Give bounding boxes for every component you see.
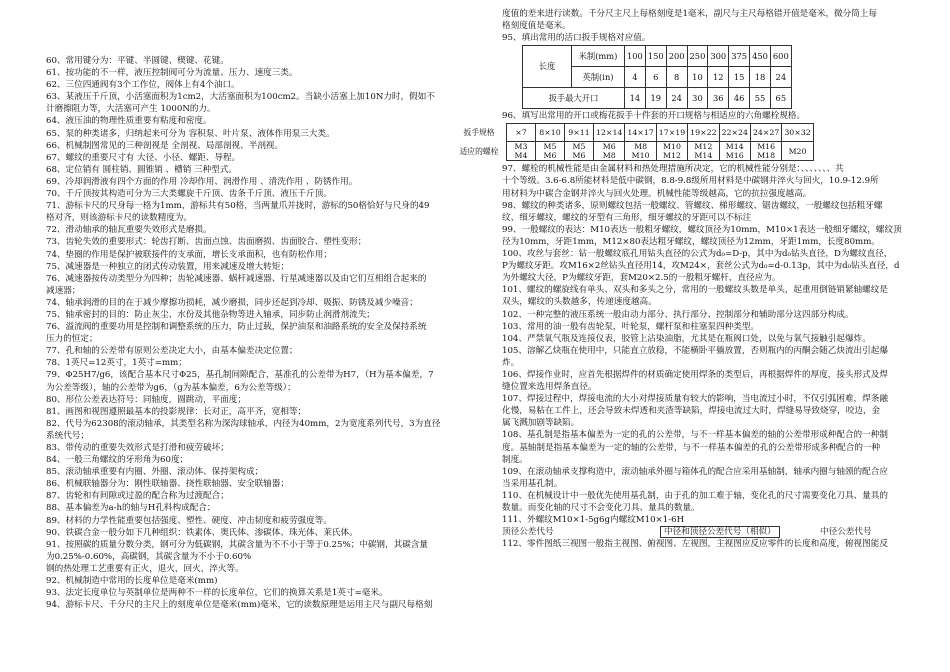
hex-spec-cell: ×7 [507, 124, 536, 142]
left-line: 66、机械制图常见的三种剖视是 全剖视、局部剖视、半剖视。 [46, 140, 284, 151]
wrench-imperial-cell: 12 [708, 67, 729, 88]
hex-spec-label: 扳手规格 [463, 128, 495, 138]
left-line: 85、滚动轴承重要有内圈、外圈、滚动体、保持架构成； [46, 467, 264, 478]
left-line: 钢的热处理工艺重要有正火，退火，回火，淬火等。 [46, 563, 244, 574]
hex-wrench-table [452, 123, 814, 161]
right-top-line: 度值的差来进行读数。千分尺主尺上每格刻度是1毫米，副尺与主尺每格错开值是毫米，微分筒上每 [502, 9, 878, 19]
right-bottom-line: 108、基孔制是指基本偏差为一定的孔的公差带，与不一样基本偏差的轴的公差带形成种配合的一种制 [502, 430, 888, 441]
right-bottom-line: P为螺纹牙距。攻M16×2丝钻头直径用14，攻M24×，套丝公式为d₀=d-0.13p，其中为d₀钻头直径，d [502, 261, 900, 272]
right-bottom-lines [502, 163, 930, 526]
wrench-imperial-cell: 10 [687, 67, 708, 88]
left-line: 计磨擦阻力等，大活塞可产生 1000N的力。 [46, 104, 216, 115]
right-bottom-line: 101、螺纹的螺旋线有单头、双头和多头之分，常用的一般螺纹头数是单头，起重用倒链销紧轴螺纹是 [502, 285, 888, 296]
right-bottom-line: 缝位置来选用焊条直径。 [502, 382, 597, 393]
left-line: 压力的恒定； [46, 334, 98, 345]
wrench-imperial-cell: 6 [645, 67, 666, 88]
wrench-opening-cell: 19 [645, 88, 666, 109]
left-line: 93、法定长度单位与英制单位是两种不一样的长度单位，它们的换算关系是1英寸=毫米。 [46, 588, 388, 599]
left-line: 88、基本偏差为a-h的轴与H孔料构成配合； [46, 503, 216, 514]
line-113: 112、零件图纸三视图一般指主视图、俯视图、左视图，主视图应反应零件的长度和高度，俯视图能反 [502, 539, 888, 550]
right-bottom-line: 105、溶解乙炔瓶在使用中，只能直立放稳，不能横卧平躺放置，否则瓶内的丙酮会随乙炔流出引起爆 [502, 345, 888, 356]
left-line: 89、材料的力学性能重要包括强度、塑性、硬度、冲击韧度和疲劳强度等。 [46, 515, 332, 526]
right-bottom-line: 纹、细牙螺纹，螺纹的牙型有三角形，细牙螺纹的牙距可以不标注 [502, 212, 752, 223]
wrench-metric-cell: 150 [645, 46, 666, 67]
left-line: 76、溢流阀的重要功用是控制和调整系统的压力，防止过载，保护油泵和油路系统的安全及保持系统 [46, 322, 427, 333]
right-bottom-line: 化慢，易粘在工件上，还会导致未焊透和夹渣等缺陷，焊接电流过大时，焊缝易导致烧穿，咬边，金 [502, 406, 881, 417]
wrench-opening-cell: 65 [770, 88, 791, 109]
hex-bolt-label: 适应的螺栓 [459, 146, 499, 156]
hex-bolt-cell: M6 M8 [594, 142, 625, 161]
pitch-top-tolerance-label: 中径和顶径公差代号（相似） [660, 526, 780, 538]
wrench-opening-cell: 46 [729, 88, 750, 109]
left-line: 74、轴承润滑的目的在于减少摩擦功损耗，减少磨损，同步还起到冷却、吸振、防锈及减少噪音； [46, 297, 418, 308]
left-line: 73、齿轮失效的重要形式：轮齿打断、齿面点蚀、齿面磨损、齿面胶合、塑性变形； [46, 237, 367, 248]
wrench-metric-cell: 375 [729, 46, 750, 67]
right-bottom-line: 度。基轴制是指基本偏差为一定的轴的公差带，与不一样基本偏差的孔的公差带形成多种配合的一种 [502, 442, 881, 453]
hex-bolt-cell: M5 M6 [565, 142, 594, 161]
left-line: 74、垫圈的作用是保护被联接件的支承面，增长支承面积，也有防松作用； [46, 249, 332, 260]
hex-spec-cell: 9×11 [565, 124, 594, 142]
wrench-imperial-cell: 18 [750, 67, 771, 88]
wrench-imperial-cell: 15 [729, 67, 750, 88]
hex-bolt-cell: M3 M4 [507, 142, 536, 161]
left-line: 70、千斤顶按其构造可分为三大类螺旋千斤顶、齿条千斤顶、液压千斤顶。 [46, 189, 332, 200]
left-line: 为公差等级），轴的公差带为g6，（g为基本偏差，6为公差等级）； [46, 382, 296, 393]
left-line: 91、按照碳的质量分数分类，钢可分为低碳钢，其碳含量为不不小于等于0.25%；中碳钢，其碳含量 [46, 539, 428, 550]
left-line: 75、减速器是一种独立的闭式传动装置，用来减速及增大转矩； [46, 261, 289, 272]
hex-spec-cell: 12×14 [594, 124, 625, 142]
wrench-opening-cell: 36 [708, 88, 729, 109]
right-bottom-line: 属飞溅加剧等缺陷。 [502, 418, 580, 429]
right-bottom-line: 当采用基孔制。 [502, 478, 563, 489]
left-line: 94、游标卡尺、千分尺的主尺上的刻度单位是毫米(mm)毫米，它的读数原理是运用主尺与副尺每格刻 [46, 600, 433, 611]
wrench-metric-cell: 450 [750, 46, 771, 67]
right-column [459, 8, 930, 550]
wrench-imperial-label: 英制(in) [572, 67, 625, 88]
left-line: 75、轴承密封的目的：防止灰尘、水份及其他杂物等进入轴承，同步防止润滑剂流失； [46, 309, 375, 320]
right-bottom-line: 为外螺纹大径，P为螺纹牙距，套M20×2.5的一般粗牙螺杆，直径应为。 [502, 273, 781, 284]
hex-bolt-cell: M12 M14 [688, 142, 719, 161]
hex-spec-cell: 14×17 [625, 124, 656, 142]
right-bottom-line: 十个等级。3.6-6.8所能材料是低中碳钢，8.8-9.8级所用材料是中碳钢并淬火与回火，10.9-12.9所 [502, 176, 879, 187]
left-line: 64、液压油的物理性质重要有粘度和密度。 [46, 116, 212, 127]
hex-bolt-cell: M10 M12 [656, 142, 687, 161]
hex-bolt-cell: M20 [782, 142, 813, 161]
left-line: 84、一般三角螺纹的牙形角为60度； [46, 455, 189, 466]
wrench-opening-cell: 30 [687, 88, 708, 109]
right-bottom-line: 双头，螺纹的头数越多，传递速度越高。 [502, 297, 657, 308]
left-line: 系统代号； [46, 430, 89, 441]
wrench-metric-label: 米制(mm) [572, 46, 625, 67]
left-line: 92、机械制造中常用的长度单位是毫米(mm) [46, 576, 218, 587]
wrench-metric-cell: 200 [666, 46, 687, 67]
left-line: 83、带传动的重要失效形式是打滑和疲劳破坏； [46, 443, 229, 453]
top-diameter-tolerance-label: 顶径公差代号 [502, 527, 554, 538]
wrench-imperial-cell: 4 [625, 67, 646, 88]
left-line: 81、画图和视图遵照最基本的投影规律：长对正，高平齐，宽相等； [46, 406, 307, 417]
hex-spec-cell: 22×24 [719, 124, 750, 142]
right-bottom-line: 103、常用的油一般有齿轮泵，叶轮泵，螺杆泵和柱塞泵四种类型。 [502, 321, 760, 332]
right-bottom-line: 97、螺栓的机械性能是由金属材料和热处理措施所决定，它的机械性能分别是：、、、、、、、共 [502, 164, 844, 175]
hex-spec-cell: 24×27 [750, 124, 781, 142]
wrench-metric-cell: 300 [708, 46, 729, 67]
hex-bolt-cell: M8 M10 [625, 142, 656, 161]
hex-spec-cell: 19×22 [688, 124, 719, 142]
wrench-length-label: 长度 [523, 46, 572, 88]
left-line: 87、齿轮和有间隙或过盈的配合称为过渡配合； [46, 491, 229, 502]
left-line: 80、形位公差表达符号：同轴度，圆跳动，平面度； [46, 394, 246, 405]
right-top-line: 95、填出常用的活口扳手规格对应值。 [502, 33, 651, 44]
left-line: 76、减速器按传动类型分为四种；齿轮减速器、蜗杆减速器、行星减速器以及由它们互相组合起来的 [46, 273, 427, 284]
left-line: 格对齐，则该游标卡尺的读数精度为。 [46, 213, 193, 224]
left-line: 78、1英尺=12英寸，1英寸=mm； [46, 358, 187, 369]
wrench-metric-cell: 100 [625, 46, 646, 67]
left-line: 86、机械联轴器分为：刚性联轴器、挠性联轴器、安全联轴器； [46, 479, 289, 490]
right-bottom-line: 98、螺纹的种类诸多，原则螺纹包括一般螺纹、管螺纹、梯形螺纹、锯齿螺纹，一般螺纹包括粗牙螺 [502, 200, 883, 211]
wrench-opening-label: 扳手最大开口 [523, 88, 625, 109]
right-top-lines [502, 8, 930, 44]
right-bottom-line: 109、在滚动轴承支撑构造中，滚动轴承外圈与箱体孔的配合应采用基轴制，轴承内圈与轴颈的配合应 [502, 466, 888, 477]
wrench-opening-cell: 14 [625, 88, 646, 109]
right-bottom-line: 用材料为中碳合金钢并淬火与回火处理。机械性能等级越高，它的抗拉强度越高。 [502, 188, 812, 199]
left-line: 减速器； [46, 285, 81, 296]
hex-bolt-cell: M16 M18 [750, 142, 781, 161]
hex-bolt-cell: M14 M16 [719, 142, 750, 161]
hex-spec-cell: 17×19 [656, 124, 687, 142]
hex-spec-cell: 30×32 [782, 124, 813, 142]
left-line: 77、孔和轴的公差带有原则公差决定大小，由基本偏差决定位置； [46, 346, 298, 357]
left-line: 82、代号为62308的滚动轴承，其类型名称为深沟球轴承，内径为40mm，2为宽度系列代号，3为直径 [46, 418, 441, 429]
right-bottom-line: 110、在机械设计中一般优先使用基孔制，由于孔的加工难于轴，变化孔的尺寸需要变化刀具、量具的 [502, 490, 888, 501]
hex-bolt-cell: M5 M6 [536, 142, 565, 161]
left-line: 65、泵的种类诸多，归纳起来可分为 容积泵、叶片泵、液体作用泵三大类。 [46, 128, 335, 139]
line-112-labels [502, 526, 930, 538]
right-bottom-line: 106、焊接作业时，应首先根据焊件的材质确定使用焊条的类型后，再根据焊件的厚度，接头形式及焊 [502, 369, 888, 380]
left-line: 71、游标卡尺的尺身每一格为1mm，游标共有50格，当两量爪并拢时，游标的50格恰好与尺身的49 [46, 201, 430, 212]
wrench-imperial-cell: 24 [770, 67, 791, 88]
left-line: 61、按功能的不一样，液压控制阀可分为流量、压力、速度三类。 [46, 68, 298, 79]
right-bottom-line: 107、焊接过程中，焊接电流的大小对焊接质量有较大的影响，当电流过小时，不仅引弧困难，焊条融 [502, 394, 888, 405]
left-line: 62、三位四通阀有3个工作位，阀体上有4个油口。 [46, 80, 240, 91]
right-bottom-line: 100、攻丝与套丝：钻一般螺纹底孔用钻头直径的公式为d₀=D-p，其中为d₀钻头直径，D为螺纹直径， [502, 249, 893, 260]
left-line: 68、定位销有 圆柱销、圆锥销 、槽销 三种型式。 [46, 164, 238, 175]
pitch-diameter-tolerance-label: 中径公差代号 [820, 527, 872, 538]
right-bottom-line: 102、一种完整的液压系统一般由动力部分、执行部分、控制部分和辅助部分这四部分构成。 [502, 309, 854, 320]
right-bottom-line: 99、一般螺纹的表达：M10表达一般粗牙螺纹，螺纹顶径为10mm，M10×1表达一般细牙螺纹，螺纹顶 [502, 224, 902, 235]
hex-table-intro: 96、填写出常用的开口或梅花扳手十件套的开口规格与相适应的六角螺栓规格。 [502, 111, 806, 122]
wrench-opening-cell: 55 [750, 88, 771, 109]
hex-spec-cell: 8×10 [536, 124, 565, 142]
left-line: 79、Φ25H7/g6，该配合基本尺寸Φ25，基孔制间隙配合，基准孔的公差带为H7，（H为基本偏差，7 [46, 370, 434, 381]
left-line: 69、冷却润滑液有四个方面的作用 冷却作用、润滑作用 、清洗作用 、防锈作用。 [46, 176, 358, 187]
left-line: 为0.25%-0.60%，高碳钢，其碳含量为不小于0.60% [46, 551, 252, 562]
wrench-opening-cell: 24 [666, 88, 687, 109]
left-line: 67、螺纹的重要尺寸有 大径、小径、螺距、导程。 [46, 152, 241, 163]
wrench-metric-cell: 600 [770, 46, 791, 67]
wrench-imperial-cell: 8 [666, 67, 687, 88]
left-line: 60、常用键分为：平键、半圆键、楔键、花键。 [46, 56, 229, 66]
right-bottom-line: 111、外螺纹M10×1-5g6g内螺纹M10×1-6H [502, 515, 685, 526]
left-column [46, 55, 478, 611]
left-line: 72、滑动轴承的轴瓦重要失效形式是磨损。 [46, 225, 212, 236]
wrench-size-table [522, 45, 792, 109]
right-bottom-line: 炸。 [502, 357, 520, 368]
left-line: 63、某液压千斤顶，小活塞面积为1cm2，大活塞面积为100cm2。当缺小活塞上加10N力时，假如不 [46, 92, 435, 103]
left-line: 90、铁碳合金一般分如下几种组织：铁素体、奥氏体、渗碳体、珠光体、莱氏体。 [46, 527, 358, 538]
right-bottom-line: 径为10mm，牙距1mm，M12×80表达粗牙螺纹，螺纹顶径为12mm，牙距1mm，长度80mm。 [502, 236, 880, 247]
wrench-metric-cell: 250 [687, 46, 708, 67]
right-bottom-line: 104、严禁氧气瓶及连接仪表，胶管上沾染油脂，尤其是在瓶阀口处，以免与氧气接触引起爆炸。 [502, 333, 871, 344]
right-top-line: 格刻度值是毫米。 [502, 21, 571, 32]
right-bottom-line: 制度。 [502, 454, 528, 465]
right-bottom-line: 数量。而变化轴的尺寸不会变化刀具、量具的数量。 [502, 503, 700, 513]
